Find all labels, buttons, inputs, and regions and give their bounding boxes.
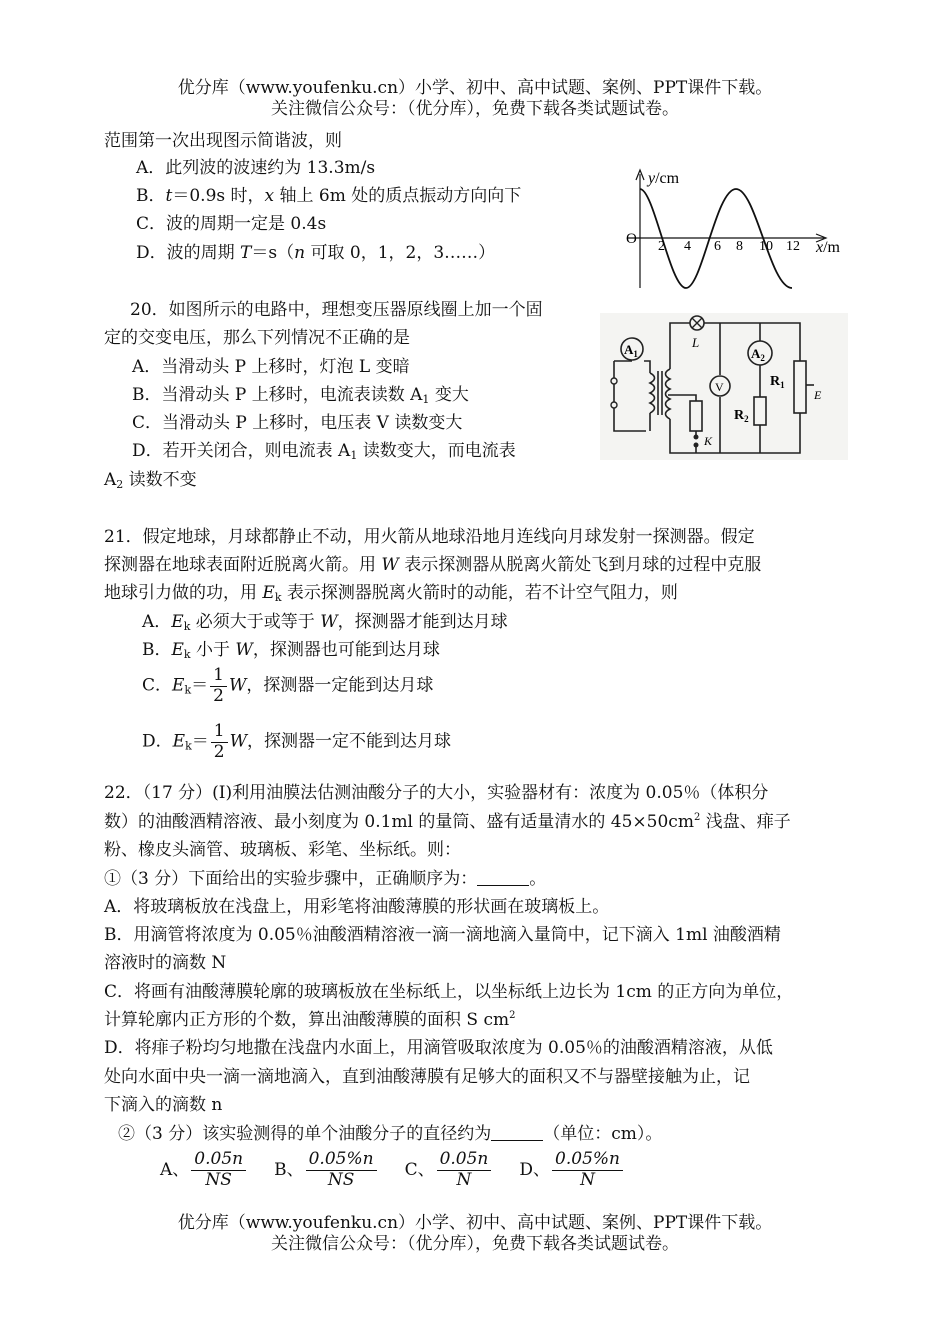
q22-step-c-line-1: C．将画有油酸薄膜轮廓的玻璃板放在坐标纸上，以坐标纸上边长为 1cm 的正方向为单位， xyxy=(104,982,794,1002)
svg-text:A1: $A_1$ xyxy=(624,342,638,359)
q21-option-d: D．$E_k=$ $\frac{1}{2}$ W，探测器一定不能到达月球 xyxy=(142,721,452,762)
fraction-one-half: $\frac{1}{2}$ xyxy=(210,666,227,706)
x-tick-2: 2 xyxy=(658,239,665,254)
x-tick-12: 12 xyxy=(786,239,800,254)
answer-blank[interactable] xyxy=(477,871,529,886)
wave-graph xyxy=(618,160,850,292)
q21-stem-line-3: 地球引力做的功，用 $E_k$ 表示探测器脱离火箭时的动能，若不计空气阻力，则 xyxy=(104,583,678,604)
q21-option-a: A．$E_k$ 必须大于或等于 W，探测器才能到达月球 xyxy=(142,612,508,633)
answer-option-b: B、 $\frac{0.05\%n}{NS}$ xyxy=(274,1160,378,1180)
header-line-1: 优分库（www.youfenku.cn）小学、初中、高中试题、案例、PPT课件下载。 xyxy=(177,78,773,98)
svg-text:E: E xyxy=(814,388,822,402)
q20-option-d: D．若开关闭合，则电流表 $A_1$ 读数变大，而电流表 xyxy=(132,441,516,462)
q22-step-d-line-1: D．将痱子粉均匀地撒在浅盘内水面上，用滴管吸取浓度为 0.05％的油酸酒精溶液，从低 xyxy=(104,1038,773,1058)
q21-stem-line-1: 21．假定地球，月球都静止不动，用火箭从地球沿地月连线向月球发射一探测器。假定 xyxy=(104,527,755,547)
q21-option-b: B．$E_k$ 小于 W，探测器也可能到达月球 xyxy=(142,640,440,661)
q19-option-c: C．波的周期一定是 0.4s xyxy=(136,214,327,234)
q22-step-c-line-2: 计算轮廓内正方形的个数，算出油酸薄膜的面积 S $cm^2$ xyxy=(104,1010,516,1030)
q22-step-b-line-2: 溶液时的滴数 N xyxy=(104,953,227,973)
footer-line-2: 关注微信公众号：（优分库），免费下载各类试题试卷。 xyxy=(271,1234,679,1254)
q22-stem-line-1: 22．（17 分）(Ⅰ)利用油膜法估测油酸分子的大小，实验器材有：浓度为 0.05％（体积分 xyxy=(104,783,769,803)
svg-text:V: V xyxy=(715,380,724,394)
q22-diameter-question: ②（3 分）该实验测得的单个油酸分子的直径约为 （单位：cm）。 xyxy=(118,1124,663,1144)
q19-intro: 范围第一次出现图示简谐波，则 xyxy=(104,131,342,151)
q20-option-a: A．当滑动头 P 上移时，灯泡 L 变暗 xyxy=(132,357,410,377)
resistor-r2 xyxy=(754,397,766,425)
x-tick-8: 8 xyxy=(736,239,743,254)
answer-blank[interactable] xyxy=(491,1126,543,1141)
svg-text:A2: $A_2$ xyxy=(751,346,765,363)
svg-text:R2: $R_2$ xyxy=(734,408,749,424)
q19-option-d: D．波的周期 T＝s（n 可取 0，1，2，3……） xyxy=(136,243,496,263)
fraction-one-half: $\frac{1}{2}$ xyxy=(211,722,228,762)
answer-option-a: A、 $\frac{0.05n}{NS}$ xyxy=(160,1160,248,1180)
q22-step-d-line-2: 处向水面中央一滴一滴地滴入，直到油酸薄膜有足够大的面积又不与器壁接触为止，记 xyxy=(104,1067,750,1087)
q22-stem-line-3: 粉、橡皮头滴管、玻璃板、彩笔、坐标纸。则： xyxy=(104,840,461,860)
primary-coil xyxy=(650,373,655,413)
resistor-r1 xyxy=(794,361,806,413)
q20-option-d-cont: $A_2$ 读数不变 xyxy=(104,470,197,491)
circuit-diagram xyxy=(600,313,848,460)
y-axis-label: y/cm xyxy=(648,170,680,187)
header-line-2: 关注微信公众号：（优分库），免费下载各类试题试卷。 xyxy=(271,99,679,119)
q22-step-d-line-3: 下滴入的滴数 n xyxy=(104,1095,223,1115)
q20-stem-line-2: 定的交变电压，那么下列情况不正确的是 xyxy=(104,328,410,348)
q19-option-a: A．此列波的波速约为 13.3m/s xyxy=(136,158,376,178)
answer-option-c: C、 $\frac{0.05n}{N}$ xyxy=(405,1160,494,1180)
answer-option-d: D、 $\frac{0.05\%n}{N}$ xyxy=(519,1160,625,1180)
secondary-resistor xyxy=(690,401,702,431)
lamp-label: L xyxy=(692,335,700,350)
q22-step-order-question: ①（3 分）下面给出的实验步骤中，正确顺序为： 。 xyxy=(104,869,547,889)
q22-step-b-line-1: B．用滴管将浓度为 0.05％油酸酒精溶液一滴一滴地滴入量筒中，记下滴入 1ml 油酸酒精 xyxy=(104,925,781,945)
q22-stem-line-2: 数）的油酸酒精溶液、最小刻度为 0.1ml 的量筒、盛有适量清水的 $45\times 50cm^2$ 浅盘、痱子 xyxy=(104,812,791,832)
x-axis-label: x/m xyxy=(816,239,840,256)
q22-answer-options xyxy=(160,1150,625,1190)
x-tick-10: 10 xyxy=(759,239,773,254)
q20-option-b: B．当滑动头 P 上移时，电流表读数 $A_1$ 变大 xyxy=(132,385,469,406)
q19-option-b: B．t＝0.9s 时，x 轴上 6m 处的质点振动方向向下 xyxy=(136,186,522,206)
secondary-coil xyxy=(666,369,671,419)
q20-option-c: C．当滑动头 P 上移时，电压表 V 读数变大 xyxy=(132,413,463,433)
svg-text:R1: $R_1$ xyxy=(770,374,785,390)
q22-step-a: A．将玻璃板放在浅盘上，用彩笔将油酸薄膜的形状画在玻璃板上。 xyxy=(104,897,610,917)
origin-label: O xyxy=(626,231,637,247)
x-tick-6: 6 xyxy=(714,239,721,254)
x-tick-4: 4 xyxy=(684,239,691,254)
switch-label: K xyxy=(704,434,713,448)
q20-stem-line-1: 20．如图所示的电路中，理想变压器原线圈上加一个固 xyxy=(130,300,543,320)
q21-option-c: C．$E_k=$ $\frac{1}{2}$ W，探测器一定能到达月球 xyxy=(142,665,434,706)
footer-line-1: 优分库（www.youfenku.cn）小学、初中、高中试题、案例、PPT课件下载。 xyxy=(177,1213,773,1233)
q21-stem-line-2: 探测器在地球表面附近脱离火箭。用 W 表示探测器从脱离火箭处飞到月球的过程中克服 xyxy=(104,555,762,575)
